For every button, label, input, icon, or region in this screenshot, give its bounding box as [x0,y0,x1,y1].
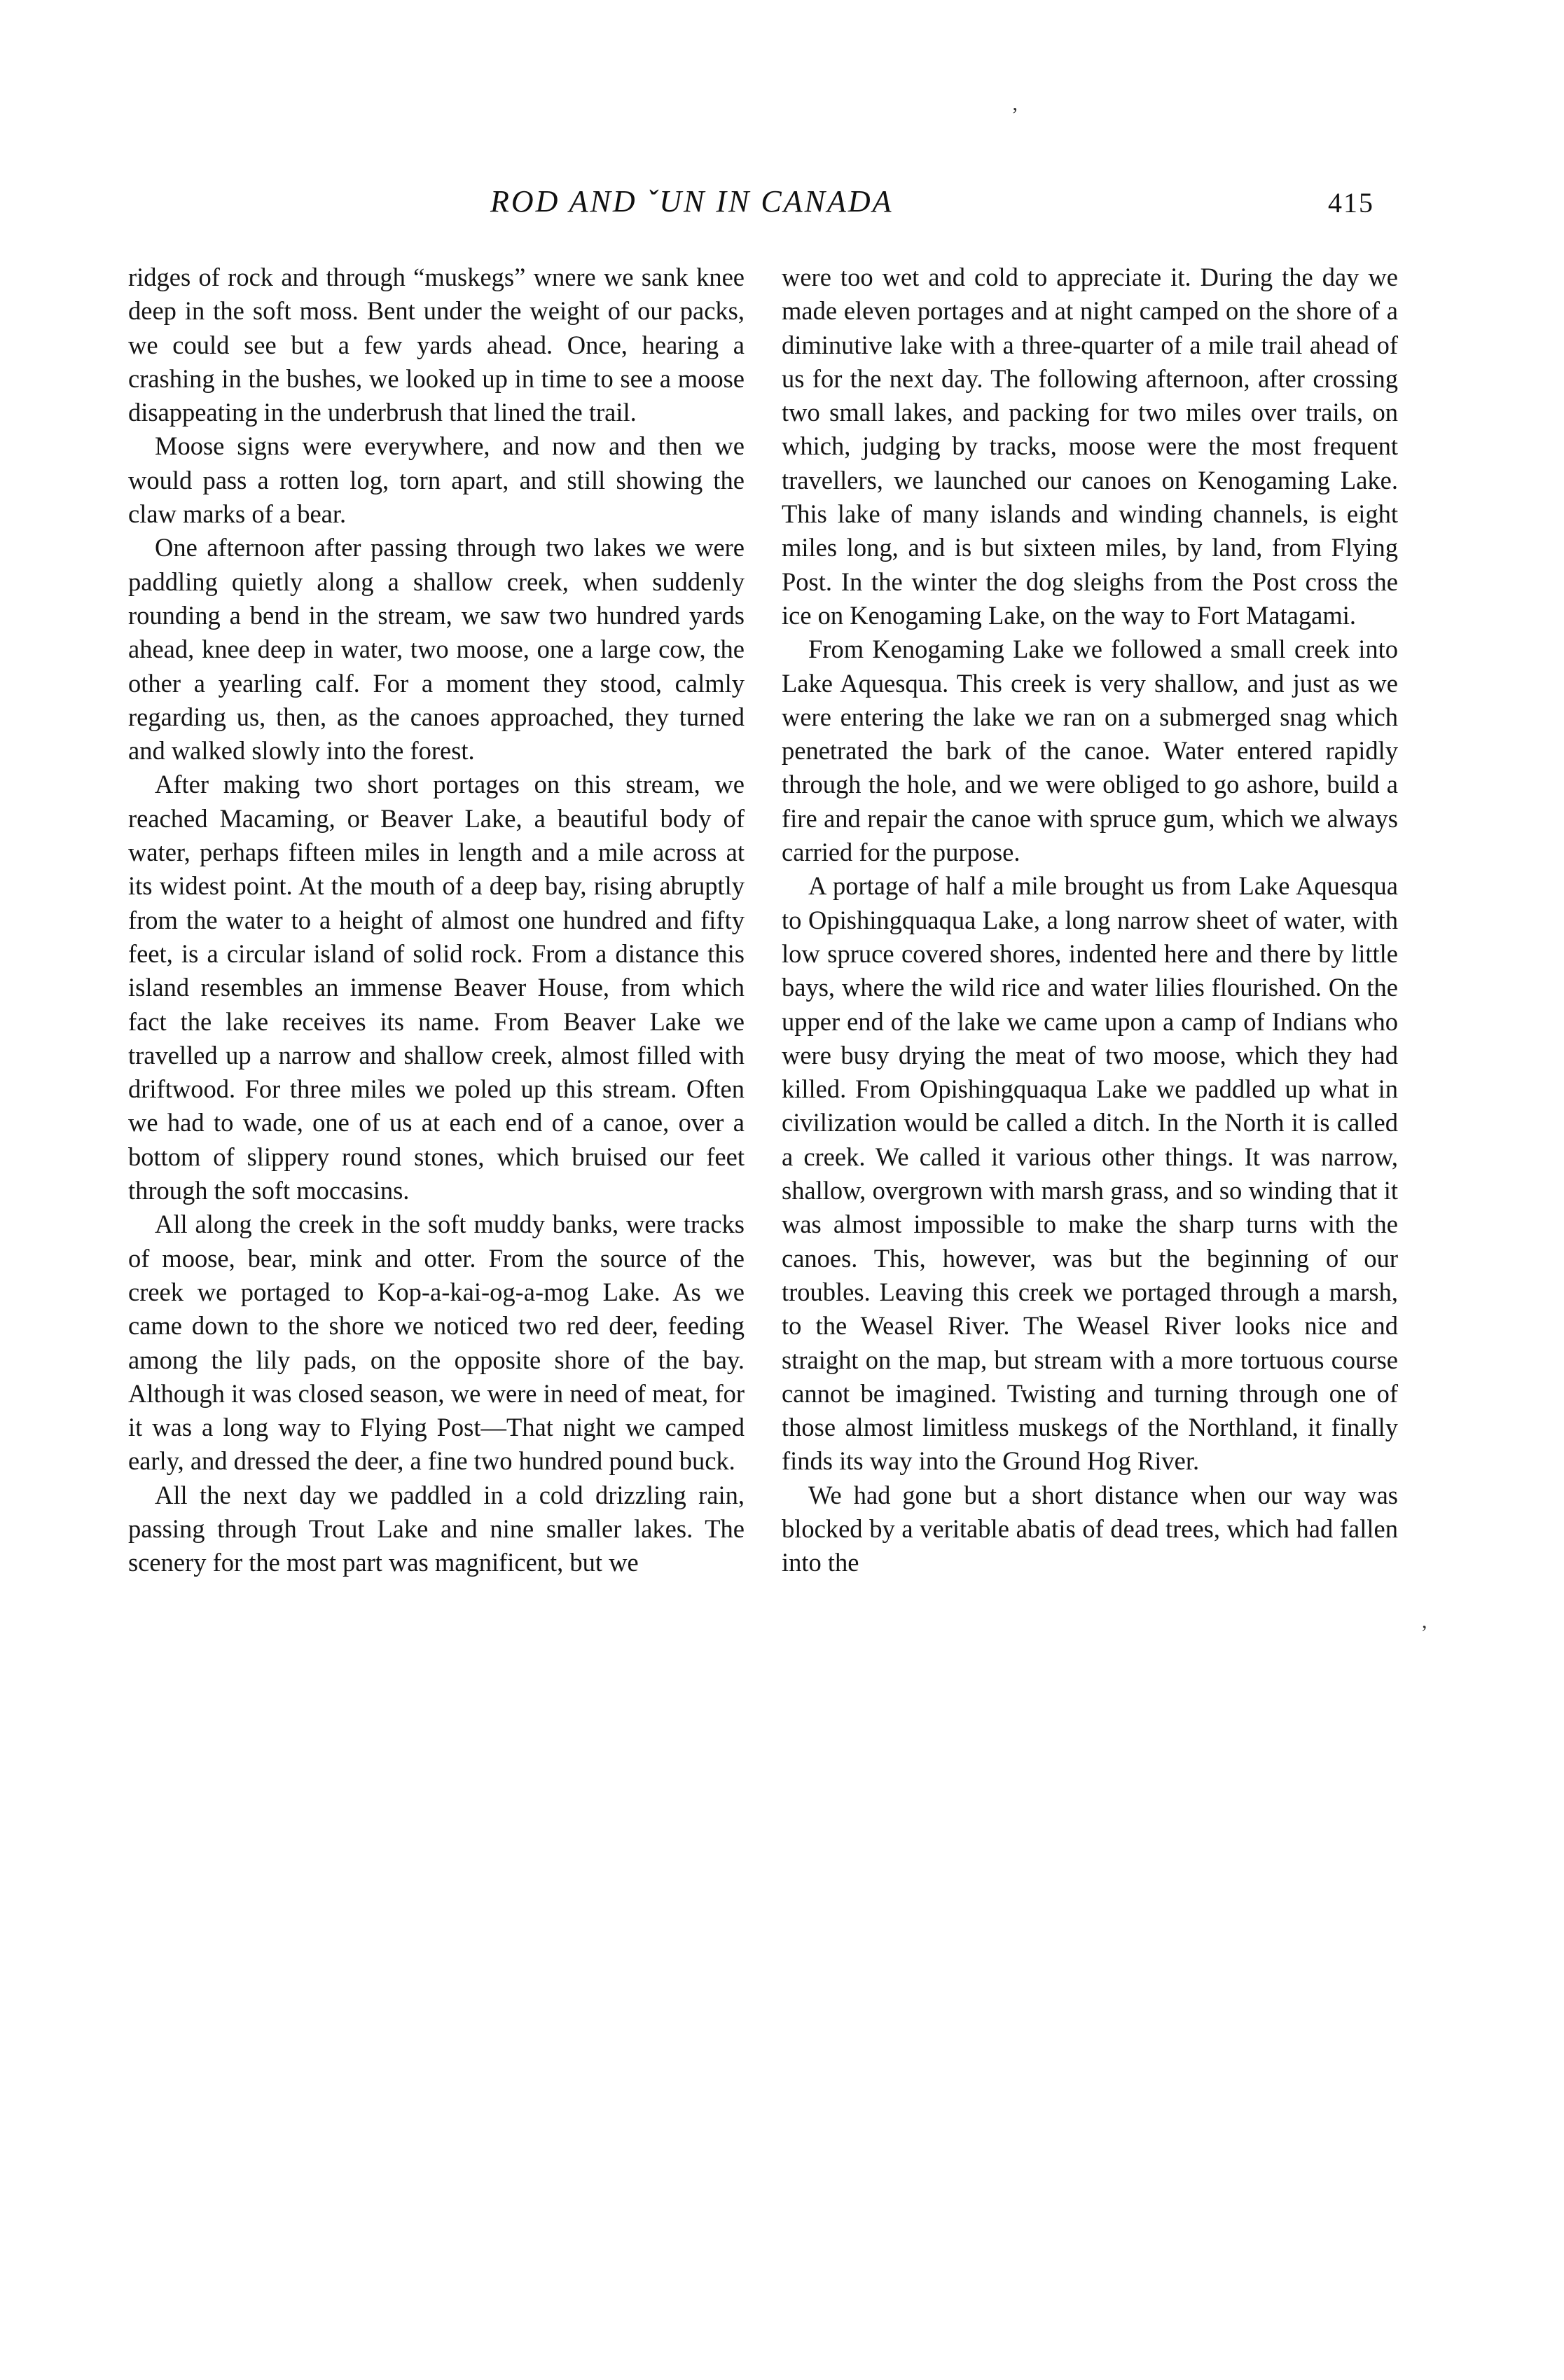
paragraph: We had gone but a short distance when our way was blocked by a veritable abatis of dead trees, which had fallen into the [782,1480,1398,1577]
running-title: ROD AND ˇUN IN CANADA [490,184,894,219]
paragraph: were too wet and cold to appreciate it. During the day we made eleven portages and at night camped on the shore of a diminutive lake with a three-quarter of a mile trail ahead of us for the next day. The following afternoon, after crossing two small lakes, and packing for two miles over trails, on which, judging by tracks, moose were the most frequent travellers, we launched our canoes on Kenogaming Lake. This lake of many islands and winding channels, is eight miles long, and is but sixteen miles, by land, from Flying Post. In the winter the dog sleighs from the Post cross the ice on Kenogaming Lake, on the way to Fort Matagami. [782,263,1398,630]
margin-speck: , [1422,1610,1427,1633]
right-column [782,261,1398,1580]
paragraph: All the next day we paddled in a cold drizzling rain, passing through Trout Lake and nine smaller lakes. The scenery for the most part was magnificent, but we [128,1480,745,1577]
printing-speck: ʼ [1011,104,1018,127]
paragraph: Moose signs were everywhere, and now and then we would pass a rotten log, torn apart, and still showing the claw marks of a bear. [128,431,745,529]
paragraph: A portage of half a mile brought us from Lake Aquesqua to Opishingquaqua Lake, a long narrow sheet of water, with low spruce covered shores, indented here and there by little bays, where the wild rice and water lilies flourished. On the upper end of the lake we came upon a camp of Indians who were busy drying the meat of two moose, which they had killed. From Opishingquaqua Lake we paddled up what in civilization would be called a ditch. In the North it is called a creek. We called it various other things. It was narrow, shallow, overgrown with marsh grass, and so winding that it was almost impossible to make the sharp turns with the canoes. This, however, was but the beginning of our troubles. Leaving this creek we portaged through a marsh, to the Weasel River. The Weasel River looks nice and straight on the map, but stream with a more tortuous course cannot be imagined. Twisting and turning through one of those almost limitless muskegs of the Northland, it finally finds its way into the Ground Hog River. [782,871,1398,1476]
paragraph: ridges of rock and through “muskegs” wnere we sank knee deep in the soft moss. Bent under the weight of our packs, we could see but a few yards ahead. Once, hearing a crashing in the bushes, we looked up in time to see a moose disappeating in the underbrush that lined the trail. [128,263,745,427]
paragraph: All along the creek in the soft muddy banks, were tracks of moose, bear, mink and otter. From the source of the creek we portaged to Kop-a-kai-og-a-mog Lake. As we came down to the shore we noticed two red deer, feeding among the lily pads, on the opposite shore of the bay. Although it was closed season, we were in need of meat, for it was a long way to Flying Post—That night we camped early, and dressed the deer, a fine two hundred pound buck. [128,1210,745,1476]
paragraph: After making two short portages on this stream, we reached Macaming, or Beaver Lake, a beautiful body of water, perhaps fifteen miles in length and a mile across at its widest point. At the mouth of a deep bay, rising abruptly from the water to a height of almost one hundred and fifty feet, is a circular island of solid rock. From a distance this island resembles an immense Beaver House, from which fact the lake receives its name. From Beaver Lake we travelled up a narrow and shallow creek, almost filled with driftwood. For three miles we poled up this stream. Often we had to wade, one of us at each end of a canoe, over a bottom of slippery round stones, which bruised our feet through the soft moccasins. [128,770,745,1205]
paragraph: One afternoon after passing through two lakes we were paddling quietly along a shallow creek, when suddenly rounding a bend in the stream, we saw two hundred yards ahead, knee deep in water, two moose, one a large cow, the other a yearling calf. For a moment they stood, calmly regarding us, then, as the canoes approached, they turned and walked slowly into the forest. [128,533,745,766]
page-number: 415 [1328,187,1374,219]
paragraph: From Kenogaming Lake we followed a small creek into Lake Aquesqua. This creek is very shallow, and just as we were entering the lake we ran on a submerged snag which penetrated the bark of the canoe. Water entered rapidly through the hole, and we were obliged to go ashore, build a fire and repair the canoe with spruce gum, which we always carried for the purpose. [782,635,1398,867]
left-column [128,261,745,1580]
